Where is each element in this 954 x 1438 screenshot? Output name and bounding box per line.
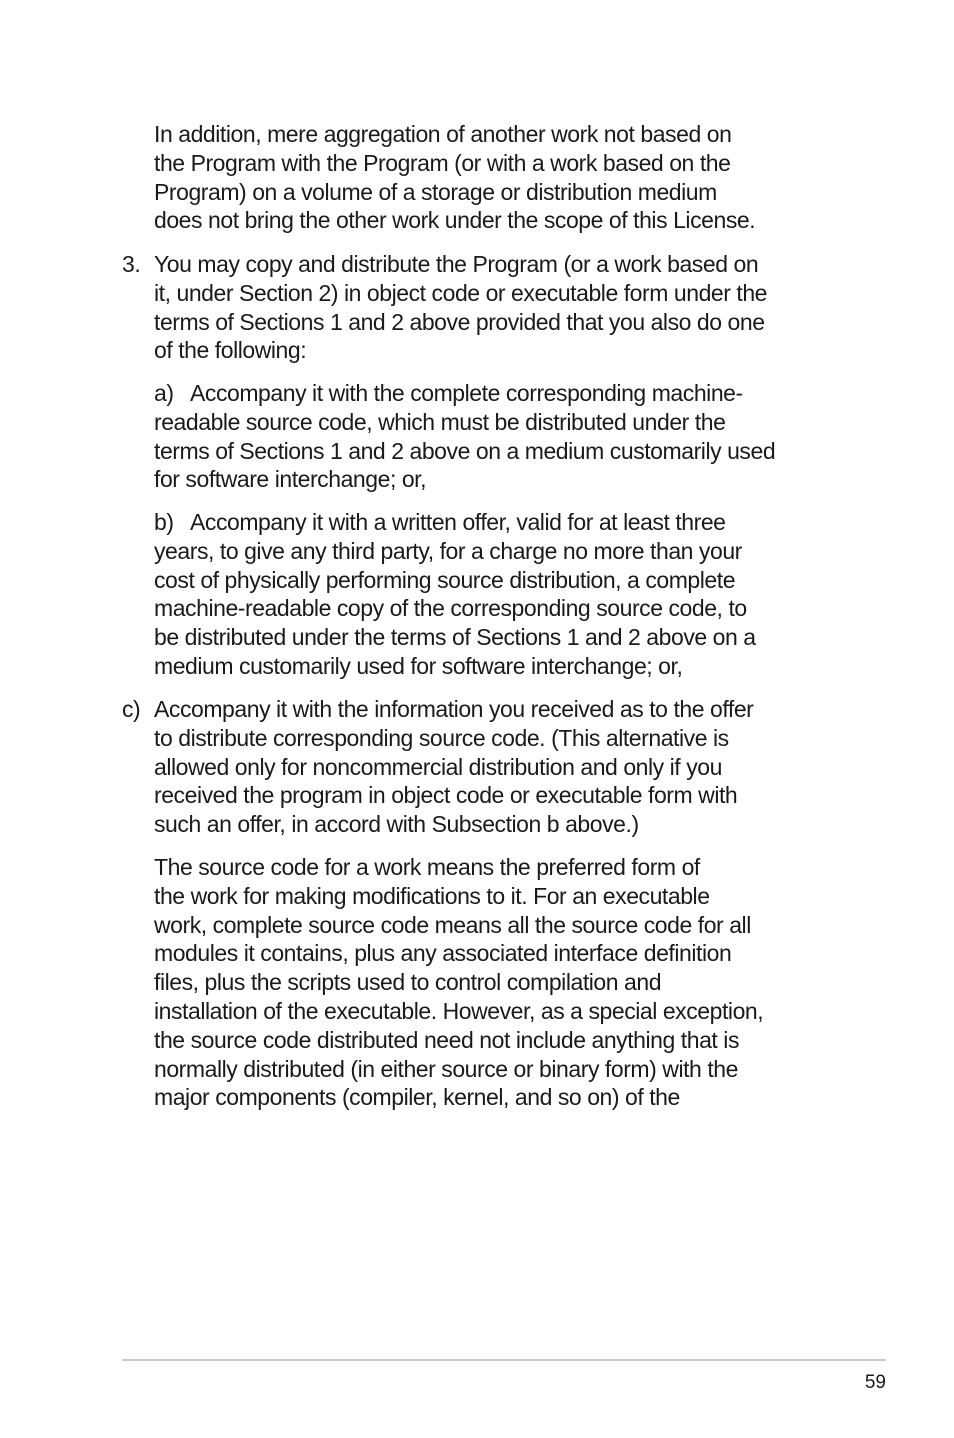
text-line: Program) on a volume of a storage or distribution medium	[154, 178, 717, 205]
text-line: work, complete source code means all the source code for all	[154, 911, 751, 938]
text-line: medium customarily used for software interchange; or,	[154, 652, 683, 679]
text-line: installation of the executable. However, as a special exception,	[154, 997, 764, 1024]
text-line: normally distributed (in either source or binary form) with the	[154, 1055, 738, 1082]
text-line: of the following:	[154, 337, 307, 364]
paragraph-item-b	[154, 508, 844, 681]
text-line: the source code distributed need not include anything that is	[154, 1026, 740, 1053]
page-number: 59	[864, 1372, 886, 1393]
text-line: major components (compiler, kernel, and so on) of the	[154, 1084, 680, 1111]
text-line: modules it contains, plus any associated interface definition	[154, 940, 732, 967]
paragraph-item-c	[154, 695, 844, 839]
text-line: allowed only for noncommercial distribution and only if you	[154, 753, 722, 780]
paragraph-source-code	[154, 853, 844, 1112]
paragraph-aggregation	[154, 120, 844, 235]
text-line: received the program in object code or executable form with	[154, 782, 738, 809]
text-line	[154, 508, 844, 537]
text-line: the Program with the Program (or with a work based on the	[154, 149, 731, 176]
text-line: terms of Sections 1 and 2 above on a medium customarily used	[154, 437, 776, 464]
text-line: years, to give any third party, for a charge no more than your	[154, 537, 742, 564]
text-line-content: Accompany it with the complete corresponding machine-	[190, 380, 743, 406]
text-line: The source code for a work means the preferred form of	[154, 854, 700, 880]
paragraph-section-3	[154, 250, 844, 365]
list-marker-c: c)	[122, 696, 141, 722]
text-line: does not bring the other work under the scope of this License.	[154, 207, 756, 234]
list-marker-3: 3.	[122, 251, 141, 277]
text-line: cost of physically performing source distribution, a complete	[154, 566, 736, 593]
text-line: to distribute corresponding source code. (This alternative is	[154, 724, 729, 751]
text-line: for software interchange; or,	[154, 466, 427, 493]
text-line: Accompany it with the information you received as to the offer	[154, 696, 754, 722]
text-line-content: Accompany it with a written offer, valid for at least three	[190, 509, 726, 535]
list-marker-b: b)	[154, 509, 174, 535]
text-line: terms of Sections 1 and 2 above provided that you also do one	[154, 308, 765, 335]
footer-divider	[122, 1359, 886, 1361]
text-line: machine-readable copy of the corresponding source code, to	[154, 595, 747, 622]
text-line: the work for making modifications to it. For an executable	[154, 882, 710, 909]
text-line	[154, 379, 844, 408]
text-line: You may copy and distribute the Program (or a work based on	[154, 251, 759, 277]
text-line: files, plus the scripts used to control compilation and	[154, 969, 662, 996]
text-line: such an offer, in accord with Subsection b above.)	[154, 811, 639, 838]
text-line: In addition, mere aggregation of another work not based on	[154, 121, 732, 147]
text-line: it, under Section 2) in object code or executable form under the	[154, 279, 768, 306]
list-marker-a: a)	[154, 380, 174, 406]
paragraph-item-a	[154, 379, 844, 494]
text-line: be distributed under the terms of Sections 1 and 2 above on a	[154, 624, 756, 651]
text-line: readable source code, which must be distributed under the	[154, 408, 726, 435]
